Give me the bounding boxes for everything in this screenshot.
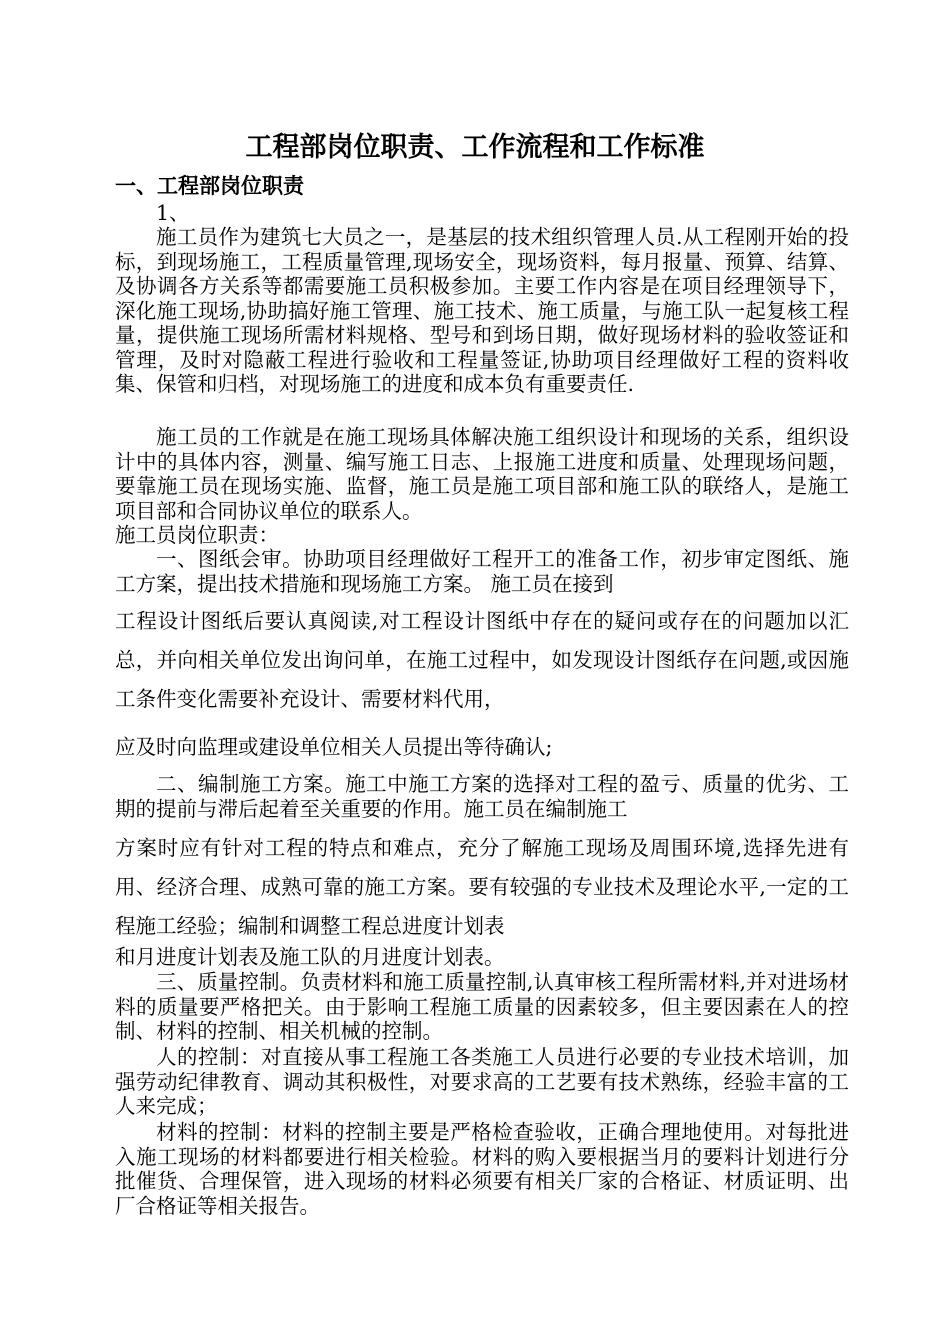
paragraph-6: 三、质量控制。负责材料和施工质量控制,认真审核工程所需材料,并对进场材料的质量要严格把关。由于影响工程施工质量的因素较多，但主要因素在人的控制、材料的控制、相关机械的控制。 bbox=[115, 970, 849, 1043]
section-heading: 一、工程部岗位职责 bbox=[115, 173, 304, 198]
paragraph-1: 施工员作为建筑七大员之一，是基层的技术组织管理人员.从工程刚开始的投标，到现场施工，工程质量管理,现场安全，现场资料，每月报量、预算、结算、及协调各方关系等都需要施工员积极参加。主要工作内容是在项目经理领导下，深化施工现场,协助搞好施工管理、施工技术、施工质量，与施工队一起复核工程量，提供施工现场所需材料规格、型号和到场日期，做好现场材料的验收签证和管理，及时对隐蔽工程进行验收和工程量签证,协助项目经理做好工程的资料收集、保管和归档，对现场施工的进度和成本负有重要责任. bbox=[115, 225, 849, 396]
paragraph-2: 施工员的工作就是在施工现场具体解决施工组织设计和现场的关系，组织设计中的具体内容，测量、编写施工日志、上报施工进度和质量、处理现场问题，要靠施工员在现场实施、监督，施工员是施工项目部和施工队的联络人，是施工项目部和合同协议单位的联系人。 bbox=[115, 425, 849, 523]
paragraph-4b: 工程设计图纸后要认真阅读,对工程设计图纸中存在的疑问或存在的问题加以汇总，并向相关单位发出询问单，在施工过程中，如发现设计图纸存在问题,或因施工条件变化需要补充设计、需要材料代用， bbox=[115, 609, 849, 711]
paragraph-7: 人的控制：对直接从事工程施工各类施工人员进行必要的专业技术培训，加强劳动纪律教育、调动其积极性，对要求高的工艺要有技术熟练，经验丰富的工人来完成； bbox=[115, 1045, 849, 1118]
paragraph-4a: 一、图纸会审。协助项目经理做好工程开工的准备工作，初步审定图纸、施工方案，提出技术措施和现场施工方案。 施工员在接到 bbox=[115, 547, 849, 596]
document-title: 工程部岗位职责、工作流程和工作标准 bbox=[245, 132, 705, 163]
item-number: 1、 bbox=[156, 201, 190, 225]
paragraph-4c: 应及时向监理或建设单位相关人员提出等待确认; bbox=[115, 735, 553, 759]
paragraph-8: 材料的控制：材料的控制主要是严格检查验收，正确合理地使用。对每批进入施工现场的材料都要进行相关检验。材料的购入要根据当月的要料计划进行分批催货、合理保管，进入现场的材料必须要有相关厂家的合格证、材质证明、出厂合格证等相关报告。 bbox=[115, 1120, 849, 1218]
paragraph-5a: 二、编制施工方案。施工中施工方案的选择对工程的盈亏、质量的优劣、工期的提前与滞后起着至关重要的作用。施工员在编制施工 bbox=[115, 772, 849, 821]
paragraph-3: 施工员岗位职责： bbox=[115, 523, 279, 547]
paragraph-5c: 和月进度计划表及施工队的月进度计划表。 bbox=[115, 945, 505, 969]
paragraph-5b: 方案时应有针对工程的特点和难点，充分了解施工现场及周围环境,选择先进有用、经济合理、成熟可靠的施工方案。要有较强的专业技术及理论水平,一定的工程施工经验；编制和调整工程总进度计划表 bbox=[115, 836, 849, 938]
